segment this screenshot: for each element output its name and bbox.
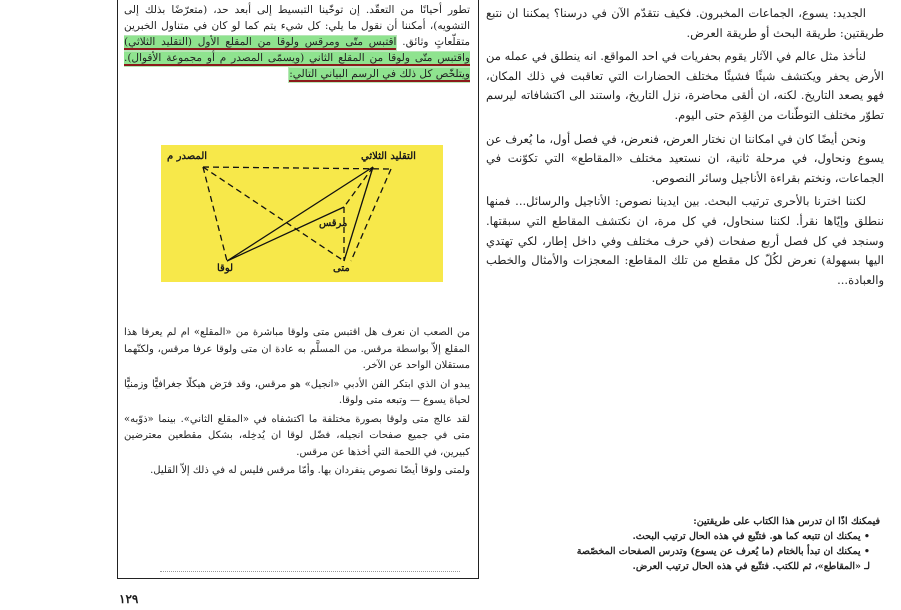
left-paragraph: من الصعب ان نعرف هل اقتبس متى ولوقا مباشرة من «المقلع» ام لم يعرفا هذا المقلع إلاّ بواسطة مرقس. من المسلَّم به عادة ان متى ولوقا عرفا مرقس، ولكنّهما مستقلان الواحد عن الآخر.	[124, 327, 470, 371]
label-mark: مرقس	[319, 218, 348, 229]
left-bottom-text	[124, 325, 470, 482]
right-paragraph: ونحن أيضًا كان في امكاننا ان نختار العرض، فنعرض، في فصل أول، ما يُعرف عن يسوع ونحاول، في مرحلة ثانية، ان نستعيد مختلف «المقاطع» التي تكوّنت في الجماعات، ونختم بقراءة الأناجيل وسائر النصوص.	[486, 131, 884, 185]
line-triple-mark	[344, 167, 373, 207]
left-top-highlight: اقتبس متّى ومرقس ولوقا من المقلع الأول (التقليد الثلاثي) واقتبس متّى ولوقا من المقلع الثاني (ويسمّى المصدر م أو مجموعة الأقوال). ويتلخّص كل ذلك في الرسم البياني التالي:	[124, 36, 470, 80]
diagram-lines	[161, 145, 443, 282]
left-top-text	[124, 2, 470, 82]
left-paragraph: لقد عالج متى ولوقا بصورة مختلفة ما اكتشفاه في «المقلع الثاني». بينما «ذوّبه» متى في جميع صفحات انجيله، فضّل لوقا ان يُدخِله، بشكل مقطعين معترضين كبيرين، في اللحمة التي أخذها عن مرقس.	[124, 413, 470, 458]
line-triple-matthew	[344, 167, 373, 261]
right-main-text	[486, 4, 884, 294]
right-paragraph: لكننا اخترنا بالأحرى ترتيب البحث. بين ايدينا نصوص: الأناجيل والرسائل... فمنها ننطلق وإيّاها نقرأ. لكننا سنحاول، في كل مرة، ان نكتشف المقاطع التي سبقتها. وسنجد في كل فصل أربع صفحات (في حرف مختلف وفي داخل إطار، لكي تهتدي اليها بسهولة) نعرض لكُلّ كل مقطع من تلك المقاطع: المعجزات والأمثال والخطب والعبادة...	[486, 194, 884, 287]
left-top-plain: تطور أحيانًا من التعقّد. إن توخّينا التبسيط إلى أبعد حد، (متعرّضًا بذلك إلى التشويه)، أمكننا أن نقول ما يلي: كل شيء يتم كما لو كان في متناول الخبرين متقلّعاتٍ وثائق.	[124, 4, 470, 48]
summary-intro: فيمكنك اذًا ان تدرس هذا الكتاب على طريقتين:	[693, 516, 880, 527]
summary-bullet-research: • يمكنك ان تتبعه كما هو. فتتّبع في هذه الحال ترتيب البحث.	[632, 531, 870, 542]
left-paragraph: يبدو ان الذي ابتكر الفن الأدبي «انجيل» هو مرقس، وقد فرَض هيكلًا جغرافيًّا وزمنيًّا لحياة يسوع — وتبعه متى ولوقا.	[124, 378, 470, 406]
summary-bullet-presentation: • يمكنك ان تبدأ بالختام (ما يُعرف عن يسوع) وتدرس الصفحات المخصّصة لـ «المقاطع»، ثم للكتب. فتتّبع في هذه الحال ترتيب العرض.	[576, 546, 870, 572]
line-triple-luke	[227, 167, 373, 261]
line-source-triple-link	[203, 167, 391, 169]
right-paragraph: الجديد: يسوع، الجماعات المخبرون. فكيف نتقدّم الآن في درسنا؟ يمكننا ان نتبع طريقتين: طريقة البحث أو طريقة العرض.	[486, 6, 884, 40]
label-triple-tradition: التقليد الثلاثي	[361, 151, 416, 162]
left-framed-box	[117, 0, 479, 579]
label-matthew: متى	[333, 263, 350, 274]
right-paragraph: لنأخذ مثل عالم في الآثار يقوم بحفريات في احد المواقع. انه ينطلق في عمله من الأرض يحفر ويكتشف شيئًا فشيئًا مختلف الحضارات التي تعاقبت في ذلك المكان، فهو يصعد التاريخ. لكنه، ان ألقى محاضرة، نزل التاريخ، واستند الى اكتشافاته ليرسم تطوّر مختلف التوطّنات من القِدَم حتى اليوم.	[486, 49, 884, 122]
left-paragraph: ولمتى ولوقا أيضًا نصوص ينفردان بها. وأمّا مرقس فليس له في ذلك إلاّ القليل.	[150, 465, 470, 476]
line-source-matthew	[203, 167, 344, 261]
line-mark-luke	[227, 207, 344, 261]
label-source-q: المصدر م	[167, 151, 208, 162]
box-bottom-dotted-line	[160, 571, 460, 576]
study-summary-box	[575, 514, 880, 574]
line-triple-right-edge	[351, 169, 391, 261]
page-number: ١٢٩	[119, 592, 139, 606]
label-luke: لوقا	[217, 263, 234, 274]
diagram-figure	[161, 145, 443, 282]
